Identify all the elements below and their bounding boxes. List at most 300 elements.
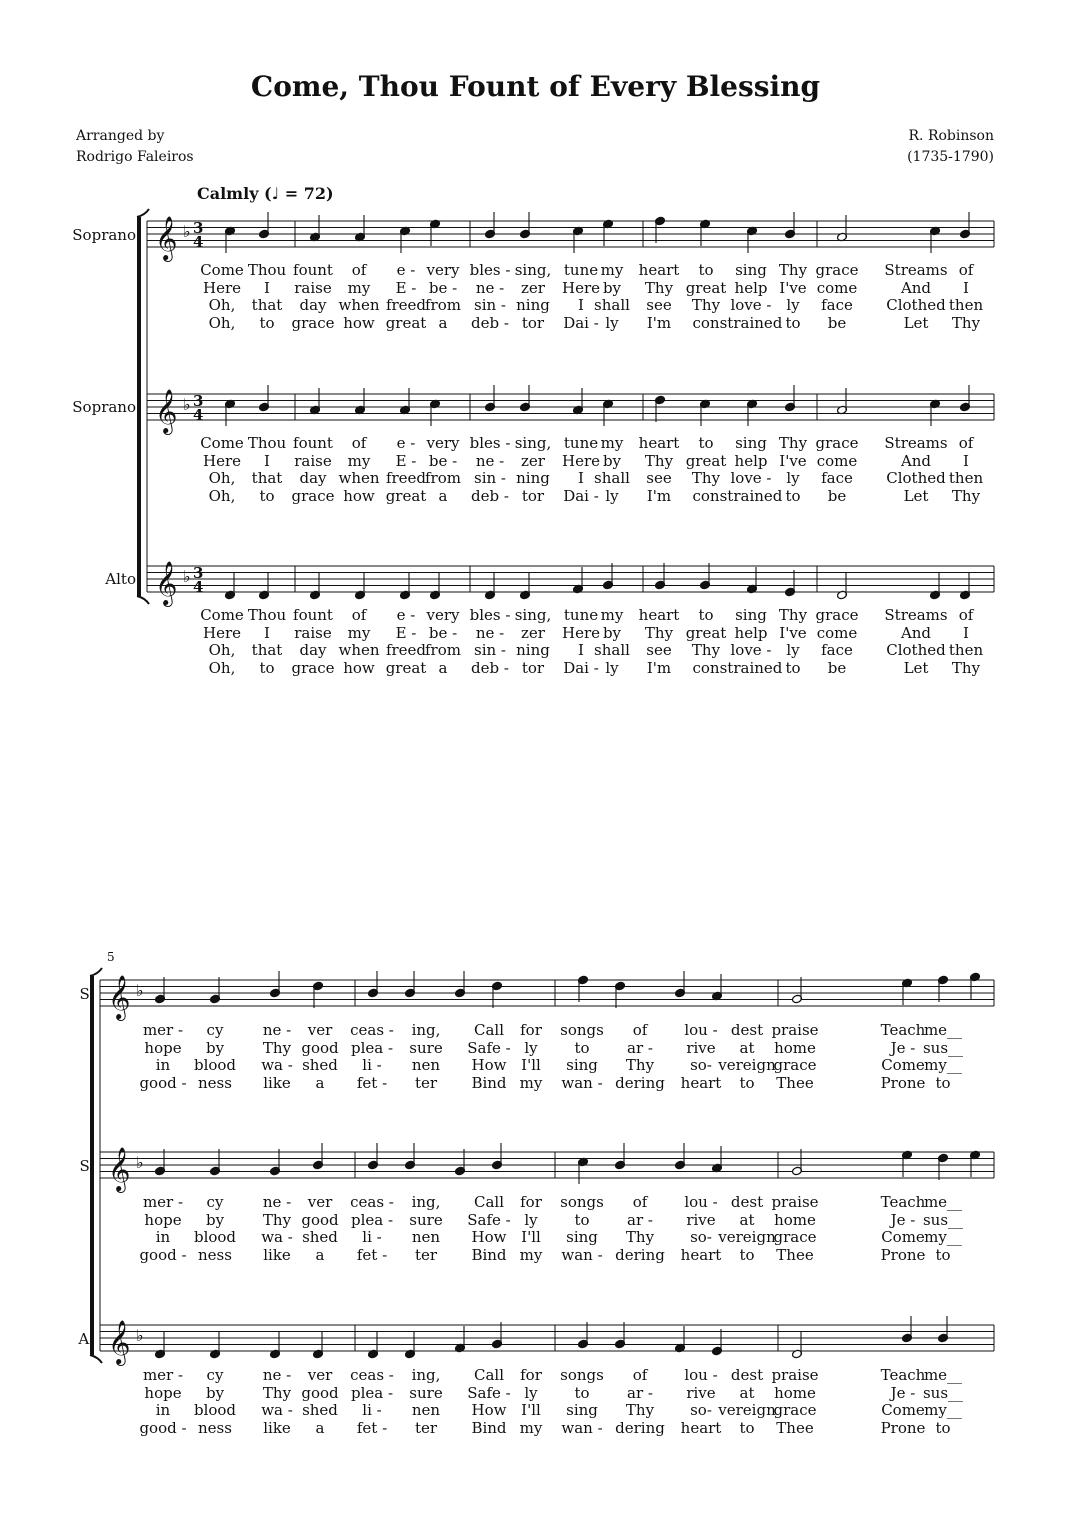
lyric-syllable: to [935, 1073, 951, 1092]
lyric-column [301, 1022, 338, 1092]
lyric-syllable: I've [779, 451, 807, 470]
lyric-column [720, 435, 783, 505]
lyric-syllable: so- [690, 1056, 712, 1074]
lyric-column [139, 1022, 186, 1092]
lyric-syllable: deb - [471, 486, 509, 505]
lyric-syllable: Come [881, 1056, 925, 1074]
lyric-syllable: like [263, 1245, 291, 1264]
lyric-column [301, 1194, 338, 1264]
time-signature-top: 3 [193, 392, 204, 410]
lyric-column [425, 435, 461, 505]
lyric-syllable: tune [563, 434, 599, 452]
lyric-syllable: plea - [350, 1210, 394, 1229]
lyric-syllable: to [785, 313, 801, 332]
lyric-syllable: heart [680, 1418, 722, 1437]
lyric-column [386, 607, 427, 677]
lyric-syllable: shed [302, 1401, 338, 1419]
lyric-syllable: Oh, [208, 486, 236, 505]
lyric-syllable: hope [144, 1038, 182, 1057]
lyric-syllable: Dai - [563, 313, 599, 332]
lyric-syllable: wa - [261, 1401, 293, 1419]
lyric-column [594, 262, 630, 332]
lyric-syllable: for [520, 1193, 542, 1211]
lyric-syllable: nen [411, 1228, 441, 1246]
lyric-column [248, 435, 286, 505]
key-signature-flat: ♭ [136, 1153, 144, 1172]
lyric-column [779, 435, 807, 505]
lyric-column [470, 435, 511, 505]
lyric-syllable: Thy [644, 278, 674, 297]
lyric-syllable: praise [771, 1366, 819, 1384]
lyric-column [923, 1194, 963, 1264]
lyric-syllable: home [774, 1383, 816, 1402]
lyric-syllable: Oh, [208, 469, 236, 487]
lyric-column [949, 262, 983, 332]
lyric-syllable: good - [139, 1073, 187, 1092]
lyric-column [292, 262, 335, 332]
lyric-syllable: sing [735, 261, 767, 279]
lyric-syllable: of [351, 606, 367, 624]
lyric-column [560, 1194, 604, 1264]
lyric-syllable: sin - [474, 296, 506, 314]
lyric-column [338, 435, 379, 505]
lyric-syllable: raise [294, 278, 332, 297]
lyric-syllable: of [958, 434, 974, 452]
lyric-syllable: I'm [646, 313, 672, 332]
lyric-syllable: fount [293, 434, 333, 452]
lyric-syllable: e - [396, 434, 416, 452]
lyric-syllable: of [351, 261, 367, 279]
lyric-column [681, 1022, 722, 1092]
lyric-syllable: Thou [247, 434, 287, 452]
lyric-column [350, 1367, 394, 1437]
lyric-syllable: ne - [475, 623, 505, 642]
lyric-column [615, 1194, 665, 1264]
lyric-syllable: then [948, 296, 984, 314]
lyric-syllable: ne - [262, 1193, 292, 1211]
lyric-syllable: Bind [471, 1418, 507, 1437]
lyric-syllable: Teach [880, 1366, 926, 1384]
lyric-syllable: by [602, 278, 622, 297]
lyric-syllable: ne - [262, 1366, 292, 1384]
lyric-syllable: my [519, 1418, 543, 1437]
lyric-syllable: Oh, [208, 313, 236, 332]
key-signature-flat: ♭ [136, 1326, 144, 1345]
lyric-syllable: Come [200, 261, 244, 279]
lyric-syllable: ceas - [350, 1021, 394, 1039]
lyric-column [386, 262, 427, 332]
lyric-syllable: be [827, 486, 847, 505]
lyric-syllable: to [259, 486, 275, 505]
lyric-column [720, 262, 783, 332]
lyric-syllable: cy [206, 1021, 224, 1039]
lyric-syllable: my__ [924, 1228, 962, 1246]
lyric-syllable: my [600, 261, 624, 279]
lyric-syllable: hope [144, 1383, 182, 1402]
lyric-syllable: li - [362, 1228, 382, 1246]
lyric-syllable: wa - [261, 1228, 293, 1246]
lyric-syllable: bles - [469, 261, 511, 279]
lyric-syllable: great [385, 313, 427, 332]
lyric-syllable: sing, [514, 606, 552, 624]
lyric-syllable: by [602, 623, 622, 642]
bracket-top-hook [90, 968, 102, 976]
lyric-syllable: ly [605, 486, 619, 505]
lyric-syllable: at [739, 1210, 755, 1229]
lyric-syllable: E - [395, 451, 417, 470]
lyric-syllable: good - [139, 1245, 187, 1264]
lyric-syllable: by [205, 1383, 225, 1402]
lyric-syllable: sing [735, 606, 767, 624]
lyric-syllable: rive [686, 1210, 716, 1229]
lyric-column [520, 1367, 543, 1437]
lyric-syllable: e - [396, 261, 416, 279]
lyric-syllable: Call [473, 1021, 505, 1039]
lyric-column [350, 1022, 394, 1092]
lyric-syllable: Here [561, 278, 601, 297]
lyric-syllable: deb - [471, 313, 509, 332]
lyric-syllable: Thy [262, 1210, 292, 1229]
arranger-label: Arranged by [76, 128, 165, 144]
lyric-syllable: rive [686, 1383, 716, 1402]
lyric-syllable: very [426, 606, 460, 624]
lyric-syllable: sin - [474, 469, 506, 487]
lyric-column [425, 607, 461, 677]
lyric-syllable: help [734, 278, 768, 297]
lyric-syllable: blood [193, 1401, 237, 1419]
lyric-column [261, 1194, 293, 1264]
lyric-syllable: fet - [356, 1245, 388, 1264]
lyric-column [923, 1367, 963, 1437]
lyric-syllable: sing [735, 434, 767, 452]
lyric-syllable: Thy [778, 261, 808, 279]
lyric-syllable: in [155, 1056, 171, 1074]
lyric-column [884, 607, 947, 677]
lyric-syllable: come [816, 623, 858, 642]
lyric-syllable: good [301, 1038, 339, 1057]
lyric-column [139, 1367, 186, 1437]
piece-title: Come, Thou Fount of Every Blessing [250, 70, 821, 103]
part-label-alto-short: A. [78, 1330, 94, 1348]
lyric-column [639, 435, 680, 505]
lyric-syllable: good - [139, 1418, 187, 1437]
lyric-syllable: to [698, 434, 714, 452]
lyric-syllable: Come [881, 1228, 925, 1246]
lyric-syllable: grace [291, 486, 335, 505]
lyric-column [881, 1194, 926, 1264]
lyric-syllable: to [259, 658, 275, 677]
lyric-syllable: see [646, 469, 672, 487]
lyric-column [261, 1367, 293, 1437]
lyric-syllable: dering [615, 1418, 665, 1437]
treble-clef: 𝄞 [155, 216, 178, 260]
part-label-soprano-1-short: S. [79, 985, 94, 1003]
lyric-syllable: shed [302, 1056, 338, 1074]
lyric-syllable: Prone [880, 1418, 926, 1437]
lyric-column [350, 1194, 394, 1264]
lyric-syllable: ne - [475, 278, 505, 297]
tempo-marking: Calmly (♩ = 72) [197, 184, 334, 203]
lyric-syllable: ter [414, 1418, 438, 1437]
lyric-syllable: for [520, 1021, 542, 1039]
lyric-syllable: dest [730, 1021, 764, 1039]
lyric-syllable: I'm [646, 658, 672, 677]
lyric-syllable: blood [193, 1056, 237, 1074]
lyric-syllable: ceas - [350, 1366, 394, 1384]
lyric-syllable: in [155, 1401, 171, 1419]
lyric-column [881, 1022, 926, 1092]
lyric-syllable: ter [414, 1245, 438, 1264]
lyric-syllable: mer - [142, 1193, 184, 1211]
lyric-syllable: How [471, 1056, 507, 1074]
lyric-syllable: great [685, 451, 727, 470]
lyric-column [515, 435, 552, 505]
lyric-syllable: deb - [471, 658, 509, 677]
lyric-syllable: ceas - [350, 1193, 394, 1211]
lyric-syllable: zer [521, 451, 545, 470]
lyric-syllable: raise [294, 451, 332, 470]
lyric-syllable: heart [638, 606, 680, 624]
lyric-syllable: my [347, 451, 371, 470]
lyric-syllable: at [739, 1383, 755, 1402]
lyric-syllable: How [471, 1401, 507, 1419]
lyric-syllable: Bind [471, 1073, 507, 1092]
lyric-column [923, 1022, 963, 1092]
lyric-syllable: I [264, 451, 270, 470]
lyric-syllable: of [958, 261, 974, 279]
lyric-syllable: I [578, 469, 584, 487]
lyric-column [639, 607, 680, 677]
lyric-syllable: shed [302, 1228, 338, 1246]
lyric-syllable: Safe - [467, 1383, 511, 1402]
lyric-syllable: ly [786, 641, 800, 659]
lyric-syllable: that [251, 469, 283, 487]
lyric-syllable: from [425, 296, 461, 314]
lyric-syllable: con [692, 658, 720, 677]
lyric-syllable: E - [395, 278, 417, 297]
part-label-soprano-2: Soprano [72, 398, 136, 416]
lyric-syllable: ning [516, 469, 550, 487]
lyric-syllable: con [692, 313, 720, 332]
lyric-syllable: Thy [951, 658, 981, 677]
lyric-syllable: sin - [474, 641, 506, 659]
lyric-syllable: ness [198, 1073, 232, 1092]
lyric-syllable: by [205, 1210, 225, 1229]
lyric-syllable: Thee [776, 1245, 814, 1264]
lyric-syllable: Bind [471, 1245, 507, 1264]
lyric-syllable: dering [615, 1073, 665, 1092]
lyric-syllable: Let [903, 486, 929, 505]
lyric-syllable: by [205, 1038, 225, 1057]
lyric-syllable: ar - [627, 1038, 653, 1057]
lyric-syllable: a [438, 486, 448, 505]
lyric-syllable: tune [563, 606, 599, 624]
lyric-column [594, 607, 630, 677]
lyric-syllable: ver [307, 1021, 333, 1039]
lyric-syllable: very [426, 434, 460, 452]
lyric-column [949, 435, 983, 505]
lyric-syllable: Here [202, 451, 242, 470]
lyric-syllable: Safe - [467, 1038, 511, 1057]
lyric-syllable: grace [815, 606, 859, 624]
lyric-syllable: I'll [521, 1056, 541, 1074]
lyric-syllable: ar - [627, 1210, 653, 1229]
lyric-syllable: great [385, 486, 427, 505]
lyric-syllable: ly [524, 1383, 538, 1402]
lyric-syllable: plea - [350, 1038, 394, 1057]
treble-clef: 𝄞 [108, 975, 131, 1019]
lyric-syllable: I'm [646, 486, 672, 505]
lyric-syllable: Come [881, 1401, 925, 1419]
lyric-syllable: of [958, 606, 974, 624]
lyric-syllable: then [948, 469, 984, 487]
lyric-syllable: bles - [469, 606, 511, 624]
lyric-syllable: lou - [684, 1021, 718, 1039]
lyric-column [200, 607, 244, 677]
lyric-column [594, 435, 630, 505]
lyric-syllable: zer [521, 278, 545, 297]
lyric-syllable: sing [566, 1228, 598, 1246]
lyric-syllable: face [821, 469, 853, 487]
lyric-syllable: blood [193, 1228, 237, 1246]
lyric-syllable: ne - [475, 451, 505, 470]
lyric-syllable: me__ [923, 1021, 963, 1039]
lyric-syllable: day [299, 296, 327, 314]
lyric-syllable: And [900, 451, 932, 470]
lyric-column [720, 607, 783, 677]
lyric-syllable: face [821, 296, 853, 314]
lyric-syllable: tor [521, 486, 545, 505]
lyric-syllable: for [520, 1366, 542, 1384]
lyric-syllable: mer - [142, 1366, 184, 1384]
lyric-syllable: my [347, 623, 371, 642]
lyric-syllable: e - [396, 606, 416, 624]
lyric-syllable: from [425, 469, 461, 487]
lyric-column [816, 262, 859, 332]
lyric-syllable: Safe - [467, 1210, 511, 1229]
lyric-syllable: so- [690, 1228, 712, 1246]
lyric-syllable: shall [594, 296, 630, 314]
lyric-syllable: to [785, 486, 801, 505]
lyric-syllable: to [574, 1210, 590, 1229]
lyric-syllable: come [816, 451, 858, 470]
lyric-syllable: Thy [778, 606, 808, 624]
lyric-column [639, 262, 680, 332]
lyric-syllable: very [426, 261, 460, 279]
lyric-column [718, 1367, 775, 1437]
lyric-syllable: lou - [684, 1193, 718, 1211]
lyric-syllable: to [935, 1245, 951, 1264]
lyric-syllable: Thy [691, 469, 721, 487]
lyric-syllable: sing, [514, 261, 552, 279]
lyric-syllable: Here [561, 623, 601, 642]
lyric-syllable: Streams [884, 261, 948, 279]
lyric-syllable: by [602, 451, 622, 470]
bracket-bottom-hook [137, 596, 149, 604]
lyric-syllable: Thou [247, 261, 287, 279]
lyric-column [771, 1367, 818, 1437]
lyric-syllable: Oh, [208, 641, 236, 659]
lyric-syllable: of [632, 1366, 648, 1384]
lyric-syllable: ing, [411, 1021, 441, 1039]
time-signature-bottom: 4 [193, 233, 204, 251]
lyric-syllable: to [739, 1418, 755, 1437]
lyric-syllable: to [785, 658, 801, 677]
lyric-syllable: praise [771, 1193, 819, 1211]
lyric-syllable: Oh, [208, 296, 236, 314]
lyric-column [301, 1367, 338, 1437]
lyric-syllable: sus__ [922, 1210, 964, 1229]
lyric-syllable: Clothed [886, 296, 946, 314]
lyric-syllable: heart [680, 1245, 722, 1264]
lyric-column [949, 607, 983, 677]
lyric-syllable: Let [903, 313, 929, 332]
lyric-syllable: heart [680, 1073, 722, 1092]
lyric-column [771, 1194, 818, 1264]
lyric-syllable: I [963, 451, 969, 470]
lyric-syllable: I [264, 278, 270, 297]
lyric-syllable: ver [307, 1366, 333, 1384]
lyric-syllable: I'll [521, 1228, 541, 1246]
lyric-syllable: fet - [356, 1073, 388, 1092]
treble-clef: 𝄞 [108, 1320, 131, 1364]
lyric-column [816, 607, 859, 677]
lyric-column [816, 435, 859, 505]
lyric-column [718, 1194, 775, 1264]
lyric-syllable: wan - [561, 1245, 603, 1264]
lyric-column [409, 1022, 442, 1092]
lyric-syllable: zer [521, 623, 545, 642]
key-signature-flat: ♭ [136, 981, 144, 1000]
lyric-syllable: I've [779, 623, 807, 642]
lyric-syllable: cy [206, 1193, 224, 1211]
lyric-syllable: shall [594, 641, 630, 659]
lyric-syllable: E - [395, 623, 417, 642]
lyric-syllable: Thy [951, 313, 981, 332]
lyric-syllable: Je - [890, 1038, 916, 1057]
lyric-syllable: Here [561, 451, 601, 470]
lyric-column [425, 262, 461, 332]
lyric-syllable: vereign [718, 1056, 776, 1074]
lyric-syllable: mer - [142, 1021, 184, 1039]
lyric-column [470, 262, 511, 332]
lyric-syllable: lou - [684, 1366, 718, 1384]
lyric-syllable: rive [686, 1038, 716, 1057]
lyric-syllable: sure [409, 1210, 443, 1229]
lyric-syllable: to [574, 1038, 590, 1057]
lyric-syllable: a [315, 1073, 325, 1092]
lyric-syllable: I [963, 623, 969, 642]
lyric-syllable: ing, [411, 1366, 441, 1384]
lyric-syllable: see [646, 641, 672, 659]
lyric-syllable: Thy [262, 1383, 292, 1402]
lyric-syllable: love - [730, 296, 772, 314]
lyric-syllable: a [438, 313, 448, 332]
lyric-column [139, 1194, 186, 1264]
lyric-syllable: a [438, 658, 448, 677]
lyric-column [779, 262, 807, 332]
lyric-syllable: Here [202, 278, 242, 297]
lyric-syllable: at [739, 1038, 755, 1057]
lyric-syllable: Streams [884, 606, 948, 624]
lyric-syllable: how [343, 313, 375, 332]
lyric-column [515, 262, 552, 332]
lyric-syllable: Call [473, 1193, 505, 1211]
lyric-syllable: to [739, 1073, 755, 1092]
lyric-syllable: grace [773, 1056, 817, 1074]
lyric-column [292, 435, 335, 505]
lyric-syllable: raise [294, 623, 332, 642]
